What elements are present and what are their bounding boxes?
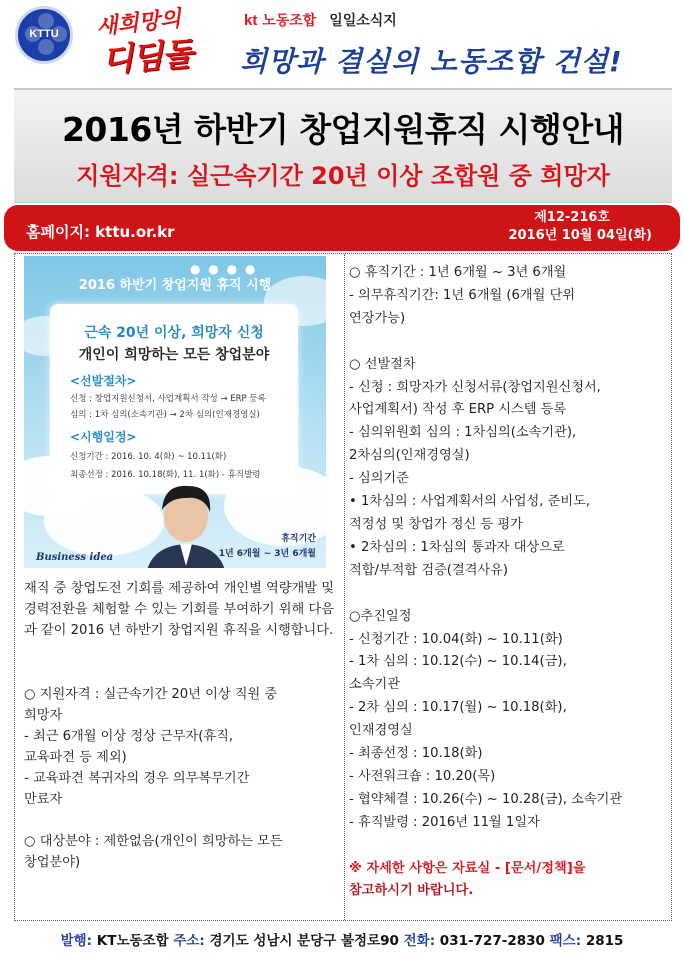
right-line: 인재경영실 (349, 723, 413, 739)
right-line: 사업계획서) 작성 후 ERP 시스템 등록 (349, 402, 567, 418)
right-line: - 심의위원회 심의 : 1차심의(소속기관), (349, 425, 577, 441)
motto: 희망과 결실의 노동조합 건설! (240, 45, 623, 78)
kt-brand (244, 10, 397, 30)
slogan-mark (82, 4, 232, 80)
slogan-line1: 새희망의 (95, 5, 183, 41)
right-line: - 휴직발령 : 2016년 11월 1일자 (349, 814, 540, 830)
address-label: 주소: (173, 933, 205, 949)
right-line: 소속기관 (349, 677, 400, 693)
promo-line: 심의 : 1차 심의(소속기관) → 2차 심의(인재경영실) (70, 410, 260, 420)
intro-paragraph: 재직 중 창업도전 기회를 제공하여 개인별 역량개발 및 경력전환을 체험할 수 있는 기회를 부여하기 위해 다음과 같이 2016 년 하반기 창업지원 휴직을 시행합니다. (24, 581, 334, 638)
info-bar (4, 205, 680, 251)
right-line: - 신청 : 희망자가 신청서류(창업지원신청서, (349, 379, 601, 395)
left-line: 희망자 (24, 708, 63, 723)
kt-logo-text: kt (244, 12, 258, 29)
reference-note: ※ 자세한 사항은 자료실 - [문서/정책]을 (349, 860, 586, 876)
left-line: 창업분야) (24, 855, 81, 870)
right-line: - 심의기준 (349, 471, 409, 487)
business-idea-label: Business idea (36, 552, 114, 563)
right-line: • 2차심의 : 1차심의 통과자 대상으로 (349, 539, 565, 555)
page-title: 2016년 하반기 창업지원휴직 시행안내 (61, 110, 625, 149)
promo-period-label: 휴직기간 (281, 534, 316, 544)
right-line: • 1차심의 : 사업계획서의 사업성, 준비도, (349, 494, 591, 510)
promo-line: 최종선정 : 2016. 10.18(화), 11. 1(화) - 휴직발령 (70, 470, 261, 480)
newsletter-name: 일일소식지 (329, 13, 397, 29)
homepage-link[interactable]: 홈페이지: kttu.or.kr (26, 223, 175, 241)
reference-note-tail: 참고하시기 바랍니다. (349, 883, 474, 899)
right-line: 적정성 및 창업가 정신 등 평가 (349, 516, 523, 532)
content-frame (14, 253, 672, 921)
phone-label: 전화: (403, 933, 436, 949)
left-list (24, 684, 334, 873)
right-line: - 의무휴직기간: 1년 6개월 (6개월 단위 (349, 287, 576, 303)
header (0, 0, 684, 84)
promo-line: 신청기간 : 2016. 10. 4(화) ~ 10.11(화) (70, 452, 227, 462)
promo-card (50, 304, 298, 494)
promo-section-schedule: <시행일정> (70, 430, 137, 444)
left-line: - 교육파견 복귀자의 경우 의무복무기간 (24, 771, 250, 786)
page-subtitle: 지원자격: 실근속기간 20년 이상 조합원 중 희망자 (76, 162, 610, 190)
fax-label: 팩스: (549, 933, 582, 949)
right-line (349, 331, 669, 354)
right-line: - 최종선정 : 10.18(화) (349, 746, 483, 762)
right-line: 적합/부적합 검증(결격사유) (349, 562, 509, 578)
right-line: ○ 휴직기간 : 1년 6개월 ~ 3년 6개월 (349, 265, 567, 280)
right-line: 연장가능) (349, 310, 406, 326)
publisher: KT노동조합 (96, 933, 169, 949)
promo-title: 2016 하반기 창업지원 휴직 시행 (78, 278, 272, 293)
promo-period (219, 532, 316, 562)
promo-head2: 개인이 희망하는 모든 창업분야 (78, 347, 270, 363)
left-line (24, 810, 334, 831)
promo-line: 신청 : 창업지원신청서, 사업계획서 작성 → ERP 등록 (70, 394, 266, 404)
right-column (349, 262, 669, 903)
left-line: - 최근 6개월 이상 정상 근무자(휴직, (24, 729, 234, 744)
footer (0, 929, 684, 949)
slogan-line2: 디딤돌 (100, 34, 194, 80)
promo-section-selection: <선발절차> (70, 374, 137, 388)
left-line: ○ 대상분야 : 제한없음(개인이 희망하는 모든 (24, 834, 283, 849)
title-block (14, 88, 672, 203)
right-line: 2차심의(인재경영실) (349, 448, 470, 464)
issue-number: 제12-216호 (534, 210, 610, 225)
publisher-label: 발행: (60, 933, 93, 949)
logo-text: KTTU (29, 28, 59, 40)
phone: 031-727-2830 (439, 933, 545, 949)
right-line (349, 583, 669, 606)
right-line: ○ 선발절차 (349, 356, 416, 372)
right-line: ○추진일정 (349, 608, 412, 624)
left-line: 만료자 (24, 792, 63, 807)
promo-head1: 근속 20년 이상, 희망자 신청 (84, 325, 264, 341)
address: 경기도 성남시 분당구 불정로90 (209, 933, 399, 949)
left-line: ○ 지원자격 : 실근속기간 20년 이상 직원 중 (24, 687, 278, 702)
left-line: 교육파견 등 제외) (24, 750, 127, 765)
right-line: - 사전워크숍 : 10.20(목) (349, 768, 496, 784)
right-line: - 1차 심의 : 10.12(수) ~ 10.14(금), (349, 654, 567, 670)
union-name: 노동조합 (262, 13, 317, 29)
column-divider (344, 254, 345, 920)
right-line: - 협약체결 : 10.26(수) ~ 10.28(금), 소속기관 (349, 791, 623, 807)
right-line: - 신청기간 : 10.04(화) ~ 10.11(화) (349, 631, 563, 647)
right-line: - 2차 심의 : 10.17(월) ~ 10.18(화), (349, 700, 567, 716)
issue-date: 2016년 10월 04일(화) (508, 228, 652, 243)
fax: 2815 (585, 933, 624, 949)
promo-period-value: 1년 6개월 ~ 3년 6개월 (218, 549, 316, 559)
kttu-logo (15, 6, 73, 64)
issue-info (508, 209, 652, 245)
promo-image (24, 256, 326, 568)
decorative-dots: ● ● ● ● (190, 262, 258, 276)
